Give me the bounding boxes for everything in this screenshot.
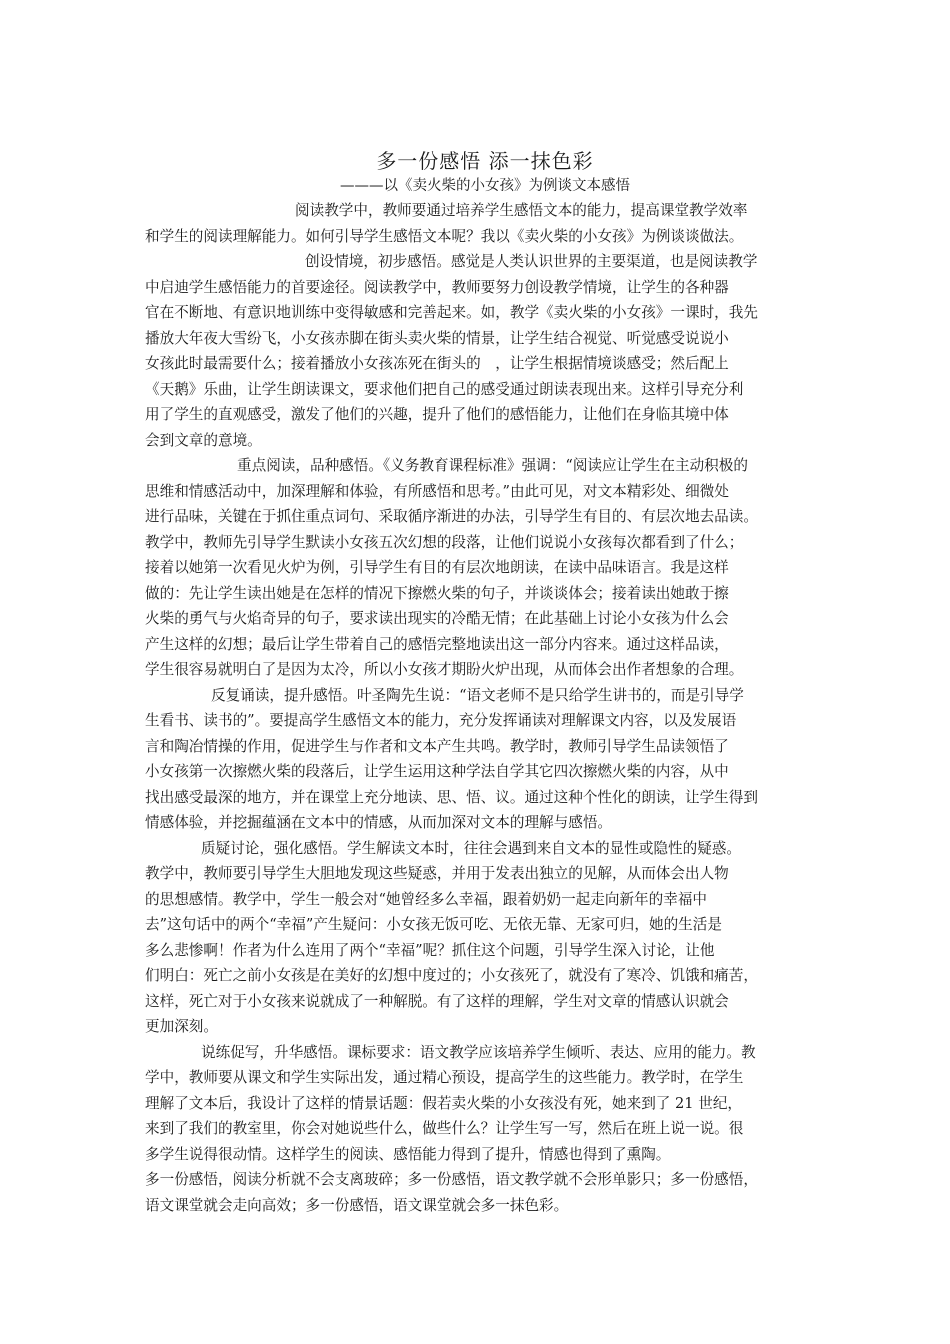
text-line: 小女孩第一次擦燃火柴的段落后，让学生运用这种学法自学其它四次擦燃火柴的内容，从中	[145, 763, 729, 780]
text-line: 生看书、读书的”。要提高学生感悟文本的能力，充分发挥诵读对理解课文内容，以及发展语	[145, 712, 737, 729]
paragraph-create-context	[145, 249, 825, 453]
text-line: 教学中，教师先引导学生默读小女孩五次幻想的段落，让他们说说小女孩每次都看到了什么；	[145, 533, 744, 551]
text-line: 进行品味，关键在于抓住重点词句、采取循序渐进的办法，引导学生有目的、有层次地去品读。	[145, 508, 758, 525]
text-line: 思维和情感活动中，加深理解和体验，有所感悟和思考。”由此可见，对文本精彩处、细微处	[145, 482, 729, 500]
document-body	[145, 146, 825, 1218]
paragraph-conclusion	[145, 1167, 825, 1218]
text-line: 《天鹅》乐曲，让学生朗读课文，要求他们把自己的感受通过朗读表现出来。这样引导充分利	[145, 380, 744, 398]
text-line: 女孩此时最需要什么；接着播放小女孩冻死在街头的 ，让学生根据情境谈感受；然后配上	[145, 355, 729, 372]
text-line: 教学中，教师要引导学生大胆地发现这些疑惑，并用于发表出独立的见解，从而体会出人物	[145, 865, 729, 882]
text-line: 语文课堂就会走向高效；多一份感悟，语文课堂就会多一抹色彩。	[145, 1196, 569, 1214]
text-line: 用了学生的直观感受，激发了他们的兴趣，提升了他们的感悟能力，让他们在身临其境中体	[145, 406, 729, 423]
text-line: 去”这句话中的两个“幸福”产生疑问：小女孩无饭可吃、无依无靠、无家可归，她的生活是	[145, 916, 722, 933]
text-line: 来到了我们的教室里，你会对她说些什么，做些什么？让学生写一写，然后在班上说一说。很	[145, 1120, 744, 1137]
paragraph-key-reading	[145, 453, 825, 683]
text-line: 言和陶冶情操的作用，促进学生与作者和文本产生共鸣。教学时，教师引导学生品读领悟了	[145, 737, 729, 755]
text-line: 的思想感情。教学中，学生一般会对“她曾经多么幸福，跟着奶奶一起走向新年的幸福中	[145, 890, 708, 908]
text-line: 阅读教学中，教师要通过培养学生感悟文本的能力，提高课堂教学效率	[295, 202, 748, 219]
text-line: 多么悲惨啊！作者为什么连用了两个“幸福”呢？抓住这个问题，引导学生深入讨论，让他	[145, 941, 715, 959]
paragraph-speaking-writing	[145, 1040, 825, 1168]
text-line: 重点阅读，品种感悟。《义务教育课程标准》强调：“阅读应让学生在主动积极的	[237, 457, 748, 474]
text-line: 学生很容易就明白了是因为太冷，所以小女孩才期盼火炉出现，从而体会出作者想象的合理。	[145, 661, 744, 678]
text-line: 质疑讨论，强化感悟。学生解读文本时，往往会遇到来自文本的显性或隐性的疑惑。	[201, 839, 741, 857]
document-title: 多一份感悟 添一抹色彩	[376, 149, 594, 173]
text-line: 学中，教师要从课文和学生实际出发，通过精心预设，提高学生的这些能力。教学时，在学生	[145, 1069, 744, 1086]
document-subtitle: ———以《卖火柴的小女孩》为例谈文本感悟	[340, 178, 630, 194]
paragraph-intro	[145, 198, 825, 249]
text-line: 和学生的阅读理解能力。如何引导学生感悟文本呢？我以《卖火柴的小女孩》为例谈谈做法。	[145, 227, 744, 245]
text-line: 找出感受最深的地方，并在课堂上充分地读、思、悟、议。通过这种个性化的朗读，让学生得到	[145, 788, 758, 806]
text-line: 中启迪学生感悟能力的首要途径。阅读教学中，教师要努力创设教学情境，让学生的各种器	[145, 278, 729, 296]
paragraph-repeated-recitation	[145, 683, 825, 836]
text-line: 产生这样的幻想；最后让学生带着自己的感悟完整地读出这一部分内容来。通过这样品读，	[145, 635, 729, 653]
text-line: 播放大年夜大雪纷飞，小女孩赤脚在街头卖火柴的情景，让学生结合视觉、听觉感受说说小	[145, 329, 729, 347]
paragraph-questioning	[145, 836, 825, 1040]
text-line: 做的：先让学生读出她是在怎样的情况下擦燃火柴的句子，并谈谈体会；接着读出她敢于擦	[145, 584, 729, 602]
text-line: 理解了文本后，我设计了这样的情景话题：假若卖火柴的小女孩没有死，她来到了 21 世纪，	[145, 1094, 743, 1112]
text-line: 情感体验，并挖掘蕴涵在文本中的情感，从而加深对文本的理解与感悟。	[145, 814, 613, 831]
text-line: 创设情境，初步感悟。感觉是人类认识世界的主要渠道，也是阅读教学	[305, 253, 758, 270]
text-line: 官在不断地、有意识地训练中变得敏感和完善起来。如，教学《卖火柴的小女孩》一课时，我先	[145, 304, 758, 321]
text-line: 多学生说得很动情。这样学生的阅读、感悟能力得到了提升，情感也得到了熏陶。	[145, 1145, 671, 1163]
text-line: 这样，死亡对于小女孩来说就成了一种解脱。有了这样的理解，学生对文章的情感认识就会	[145, 992, 729, 1010]
text-line: 更加深刻。	[145, 1018, 218, 1035]
text-line: 接着以她第一次看见火炉为例，引导学生有目的有层次地朗读，在读中品味语言。我是这样	[145, 559, 729, 576]
text-line: 们明白：死亡之前小女孩是在美好的幻想中度过的；小女孩死了，就没有了寒冷、饥饿和痛苦，	[145, 967, 758, 984]
text-line: 会到文章的意境。	[145, 431, 262, 449]
text-line: 火柴的勇气与火焰奇异的句子，要求读出现实的冷酷无情；在此基础上讨论小女孩为什么会	[145, 610, 729, 627]
text-line: 反复诵读，提升感悟。叶圣陶先生说：“语文老师不是只给学生讲书的，而是引导学	[211, 686, 744, 704]
text-line: 说练促写，升华感悟。课标要求：语文教学应该培养学生倾听、表达、应用的能力。教	[201, 1043, 756, 1061]
text-line: 多一份感悟，阅读分析就不会支离玻碎；多一份感悟，语文教学就不会形单影只；多一份感悟，	[145, 1171, 758, 1188]
